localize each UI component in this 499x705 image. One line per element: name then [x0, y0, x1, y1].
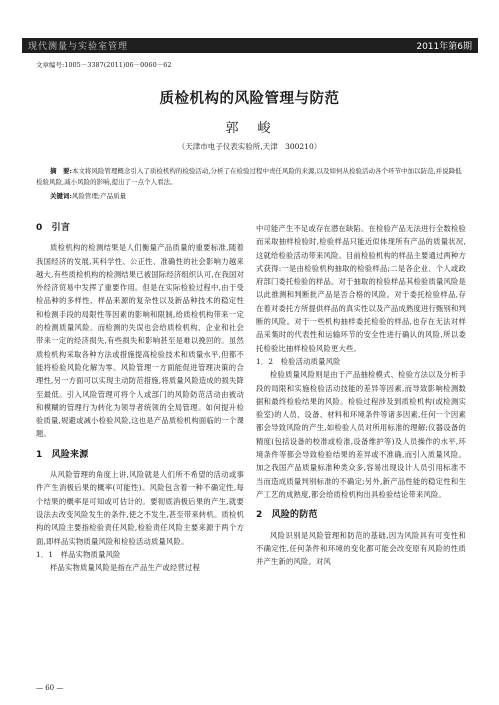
right-paragraph-2: 检验质量风险则是由于产品抽检模式、检验方法以及分析手段的局限和实施检验活动技能的差异等因素,而导致影响检测数据和最终检验结果的风险。检验过程涉及到质检机构(或检测实验室)的人员、设备、材料和环境条件等诸多因素,任何一个因素都会导致风险的产生,如检验人员对所用标准的理解;仪器设备的精度(包括设备的校准或检准,设备维护等)及人员操作的水平,环境条件等都会导致检验结果的差异或不准确,而引入质量风险。加之我国产品质量标准种类众多,容易出现设计人员引用标准不当而造成质量判别标准的不确定;另外,新产品性能的稳定性和生产工艺的成熟度,都会给质检机构出具检验结论带来风险。: [256, 370, 466, 499]
right-paragraph-1: 中可能产生不足或存在潜在缺陷。在检验产品无法进行全数检验而采取抽样检验时,检验样品只能近似体现所有产品的质量状况,这就给检验活动带来风险。目前检验机构的样品主要通过两种方式获得:一是由检验机构抽取的检验样品;二是各企业、个人或政府部门委托检验的样品。对于抽取的检验样品其检验质量风险是以此推测和判断批产品是否合格的风险。对于委托检验样品,存在着对委托方所提供样品的真实性以及产品成熟度进行甄别和判断的风险。对于一些机构抽样委托检验的样品,也存在无法对样品采集时的代表性和运输环节的安全性进行确认的风险,所以委托检验比抽样检验风险更大些。: [256, 224, 466, 353]
issue-label: 2011年第6期: [416, 42, 472, 52]
abstract-label: 摘 要:: [50, 167, 72, 175]
journal-header-bar: [22, 38, 478, 53]
left-column: [36, 222, 244, 574]
page-number: — 60 —: [36, 684, 64, 692]
section-2-heading: 2 风险的防范: [256, 510, 318, 521]
section-0-heading: 0 引言: [36, 223, 71, 233]
section-1-2-heading: 1．2 检验活动质量风险: [256, 356, 341, 366]
right-paragraph-3: 风险识别是风险管理和防范的基础,因为风险具有可变性和不确定性,任何条件和环境的变化都可能会改变原有风险的性质并产生新的风险。对风: [256, 530, 466, 567]
abstract-text: 本文将风险管理概念引入了质检机构的检验活动,分析了在检验过程中责任风险的来源,以及如何从检验活动各个环节中加以防范,并说降低检验风险,减小风险的影响,提出了一点个人看法。: [36, 167, 462, 186]
section-1-paragraph: 从风险管理的角度上讲,风险就是人们所不希望的活动或事件产生消极后果的概率(可能性)。风险包含着一种不确定性,每个结果的概率是可知或可估计的。要彻底消极后果的产生,就要设法去改变风险发生的条件,使之不发生,甚至带来转机。质检机构的风险主要指检验责任风险,检验责任风险主要来源于两个方面,即样品实物质量风险和检验活动质量风险。: [36, 470, 244, 546]
article-number: 文章编号:1005－3387(2011)06－0060－62: [36, 61, 172, 69]
author-name: 郭 峻: [225, 121, 274, 136]
abstract: [36, 166, 464, 187]
keywords: [50, 191, 126, 200]
section-0-paragraph: 质检机构的检测结果是人们衡量产品质量的重要标准,随着我国经济的发展,其科学性、公正性、准确性的社会影响力越来越大,有些质检机构的检测结果已被国际经济组织认可,在我国对外经济贸易中发挥了重要作用。但是在实际检验过程中,由于受检品种的多样性、样品来源的复杂性以及新品种技术的稳定性和检测手段的局限性等因素的影响和限制,给质检机构带来一定的检测质量风险。而检测的失误也会给质检机构、企业和社会带来一定的经济损失,有些损失和影响甚至是难以挽回的。虽然质检机构采取各种方法或措施提高检验技术和质量水平,但都不能将检验风险化解为零。风险管理一方面能促进管理决策的合理性,另一方面可以实现主动防范措施,将质量风险造成的损失降至最低。引入风险管理可将个人或部门的风险防范活动由被动和模糊的管理行为转化为领导者统领的全局管理。如何提升检验质量,规避或减小检验风险,这也是产品质检机构面临的一个课题。: [36, 243, 244, 439]
author-affiliation: （天津市电子仪表实验所,天津 300210）: [177, 142, 322, 151]
right-column: [256, 222, 466, 568]
keywords-text: 风险管理;产品质量: [71, 192, 127, 200]
section-1-1-heading: 1．1 样品实物质量风险: [36, 549, 121, 559]
section-1-1-paragraph: 样品实物质量风险是指在产品生产或经营过程: [50, 563, 200, 573]
paper-title: 质检机构的风险管理与防范: [159, 90, 340, 107]
journal-name: 现代测量与实验室管理: [28, 42, 129, 52]
section-1-heading: 1 风险来源: [36, 449, 89, 460]
keywords-label: 关键词:: [50, 192, 72, 200]
